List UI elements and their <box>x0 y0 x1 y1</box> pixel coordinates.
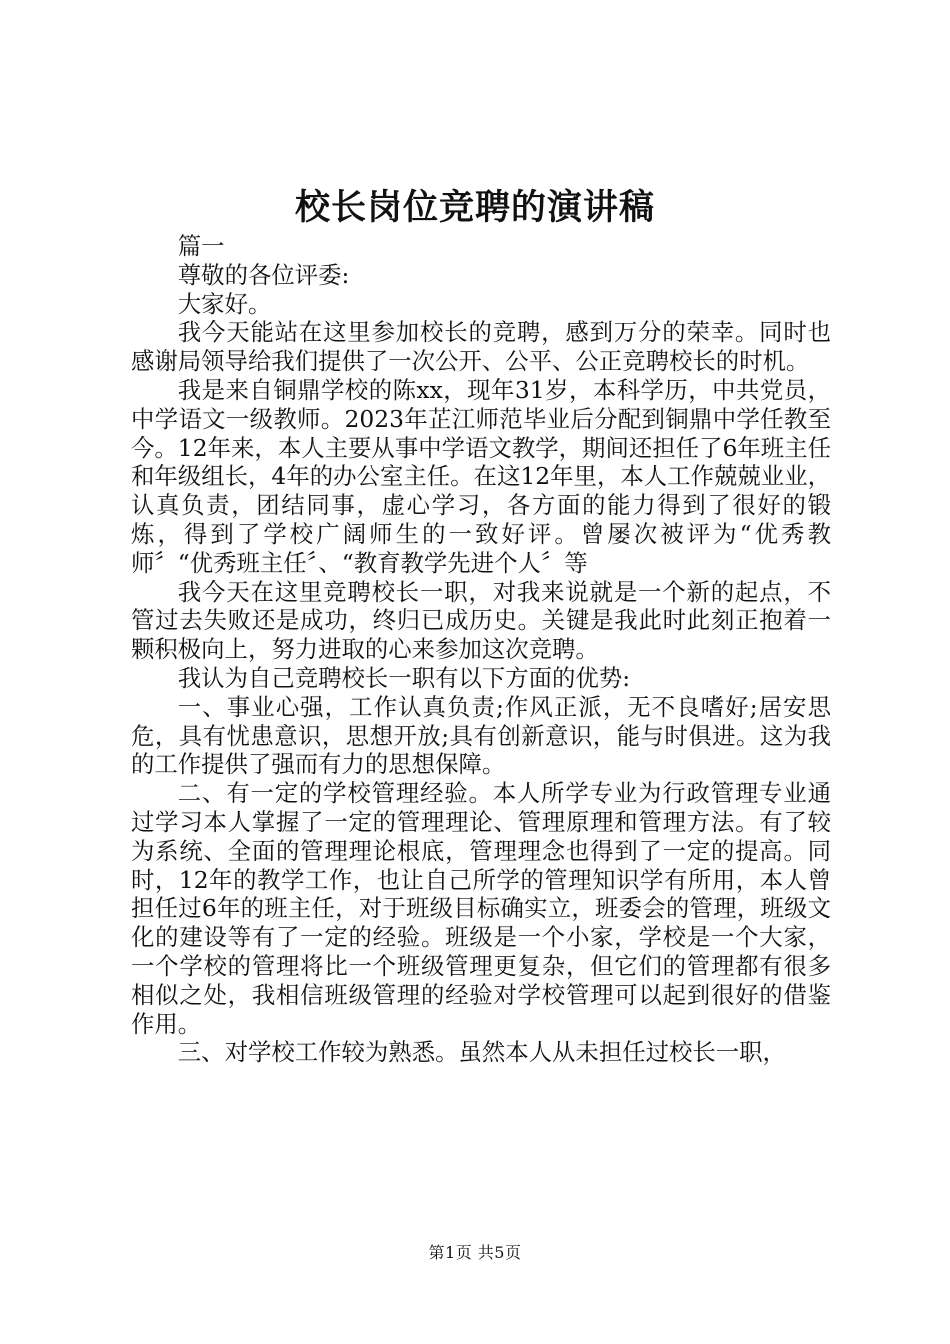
document-body <box>131 232 831 1067</box>
page-number-footer: 第1页 共5页 <box>428 1243 522 1262</box>
paragraph-greeting: 大家好。 <box>177 289 272 318</box>
paragraph-advantages-intro: 我认为自己竞聘校长一职有以下方面的优势: <box>177 663 631 692</box>
paragraph-new-start: 我今天在这里竞聘校长一职，对我来说就是一个新的起点，不管过去失败还是成功，终归已成历史。关键是我此时此刻正抱着一颗积极向上，努力进取的心来参加这次竞聘。 <box>131 577 831 664</box>
paragraph-advantage-one: 一、事业心强，工作认真负责;作风正派，无不良嗜好;居安思危，具有忧患意识，思想开放;具有创新意识，能与时俱进。这为我的工作提供了强而有力的思想保障。 <box>131 692 831 779</box>
paragraph-self-introduction: 我是来自铜鼎学校的陈xx，现年31岁，本科学历，中共党员，中学语文一级教师。2023年芷江师范毕业后分配到铜鼎中学任教至今。12年来，本人主要从事中学语文教学，期间还担任了6年班主任和年级组长，4年的办公室主任。在这12年里，本人工作兢兢业业，认真负责，团结同事，虚心学习，各方面的能力得到了很好的锻炼，得到了学校广阔师生的一致好评。曾屡次被评为“优秀教师〞“优秀班主任〞、“教育教学先进个人〞等 <box>131 375 831 577</box>
paragraph-opening: 我今天能站在这里参加校长的竞聘，感到万分的荣幸。同时也感谢局领导给我们提供了一次公开、公平、公正竞聘校长的时机。 <box>131 318 831 376</box>
document-title: 校长岗位竞聘的演讲稿 <box>294 187 655 228</box>
paragraph-advantage-three: 三、对学校工作较为熟悉。虽然本人从未担任过校长一职， <box>177 1038 786 1067</box>
paragraph-salutation: 尊敬的各位评委: <box>177 260 350 289</box>
paragraph-section-label: 篇一 <box>177 232 225 260</box>
paragraph-advantage-two: 二、有一定的学校管理经验。本人所学专业为行政管理专业通过学习本人掌握了一定的管理理论、管理原理和管理方法。有了较为系统、全面的管理理论根底，管理理念也得到了一定的提高。同时，12年的教学工作，也让自己所学的管理知识学有所用，本人曾担任过6年的班主任，对于班级目标确实立，班委会的管理，班级文化的建设等有了一定的经验。班级是一个小家，学校是一个大家，一个学校的管理将比一个班级管理更复杂，但它们的管理都有很多相似之处，我相信班级管理的经验对学校管理可以起到很好的借鉴作用。 <box>131 779 831 1038</box>
